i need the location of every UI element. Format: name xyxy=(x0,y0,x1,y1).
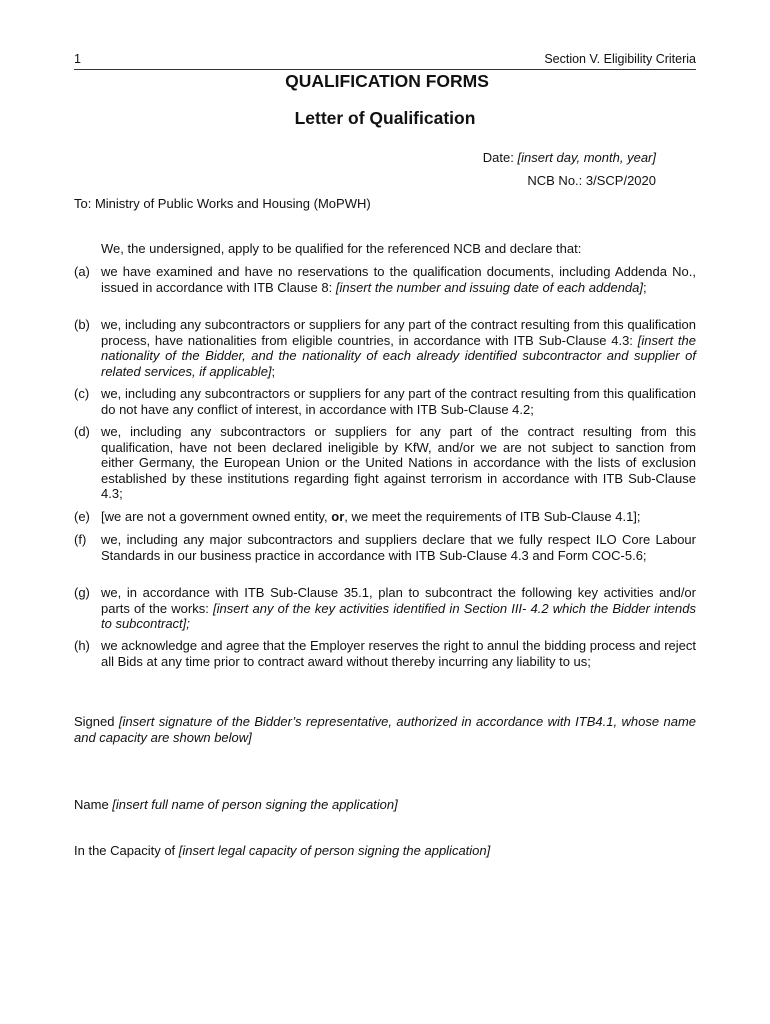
name-line: Name [insert full name of person signing the application] xyxy=(74,797,398,812)
declaration-item-e xyxy=(74,509,696,525)
declaration-item-a xyxy=(74,264,696,295)
declaration-item-f xyxy=(74,532,696,563)
declaration-item-b xyxy=(74,317,696,379)
item-text: [we are not a government owned entity, or, we meet the requirements of ITB Sub-Clause 4.1]; xyxy=(101,509,641,524)
document-title: QUALIFICATION FORMS xyxy=(285,71,489,91)
item-label: (b) xyxy=(74,317,90,332)
item-text: we, including any subcontractors or suppliers for any part of the contract resulting from this qualification process, have nationalities from eligible countries, in accordance with ITB Sub-Clause 4.3: [insert the nationality of the Bidder, and the nationality of each already identified subcontractor and supplier of related services, if applicable]; xyxy=(101,317,696,379)
item-text: we acknowledge and agree that the Employer reserves the right to annul the bidding process and reject all Bids at any time prior to contract award without thereby incurring any liability to us; xyxy=(101,638,696,669)
declaration-item-c xyxy=(74,386,696,417)
document-subtitle: Letter of Qualification xyxy=(294,108,476,128)
item-label: (d) xyxy=(74,424,90,439)
page-number: 1 xyxy=(74,52,81,66)
signature-line: Signed [insert signature of the Bidder’s representative, authorized in accordance with ITB4.1, whose name and capacity are shown below] xyxy=(74,714,697,745)
ncb-number: NCB No.: 3/SCP/2020 xyxy=(527,173,656,188)
declaration-item-d xyxy=(74,424,696,502)
recipient-line: To: Ministry of Public Works and Housing (MoPWH) xyxy=(74,196,371,211)
date-label: Date: xyxy=(482,150,514,165)
date-value: [insert day, month, year] xyxy=(517,150,656,165)
declaration-item-h xyxy=(74,638,696,669)
item-label: (g) xyxy=(74,585,90,600)
item-text: we, including any subcontractors or suppliers for any part of the contract resulting from this qualification do not have any conflict of interest, in accordance with ITB Sub-Clause 4.2; xyxy=(101,386,696,417)
item-text: we, including any subcontractors or suppliers for any part of the contract resulting from this qualification, have not been declared ineligible by KfW, and/or we are not subject to sanction from either Germany, the European Union or the United Nations in accordance with the lists of exclusion established by these institutions regarding fight against terrorism in accordance with ITB Sub-Clause 4.3; xyxy=(101,424,696,502)
item-label: (h) xyxy=(74,638,90,653)
declaration-item-g xyxy=(74,585,696,632)
capacity-line: In the Capacity of [insert legal capacity of person signing the application] xyxy=(74,843,491,858)
intro-paragraph: We, the undersigned, apply to be qualified for the referenced NCB and declare that: xyxy=(101,241,582,256)
item-label: (a) xyxy=(74,264,90,279)
item-label: (c) xyxy=(74,386,90,401)
page-header xyxy=(74,52,696,70)
item-label: (f) xyxy=(74,532,87,547)
item-text: we have examined and have no reservations to the qualification documents, including Addenda No., issued in accordance with ITB Clause 8: [insert the number and issuing date of each addenda]; xyxy=(101,264,696,295)
item-text: we, including any major subcontractors and suppliers declare that we fully respect ILO Core Labour Standards in our business practice in accordance with ITB Sub-Clause 4.3 and Form COC-5.6; xyxy=(101,532,696,563)
item-text: we, in accordance with ITB Sub-Clause 35.1, plan to subcontract the following key activities and/or parts of the works: [insert any of the key activities identified in Section III- 4.2 which the Bidder intends to subcontract]; xyxy=(101,585,696,632)
item-label: (e) xyxy=(74,509,90,524)
section-title: Section V. Eligibility Criteria xyxy=(544,52,696,66)
date-line xyxy=(74,150,656,166)
